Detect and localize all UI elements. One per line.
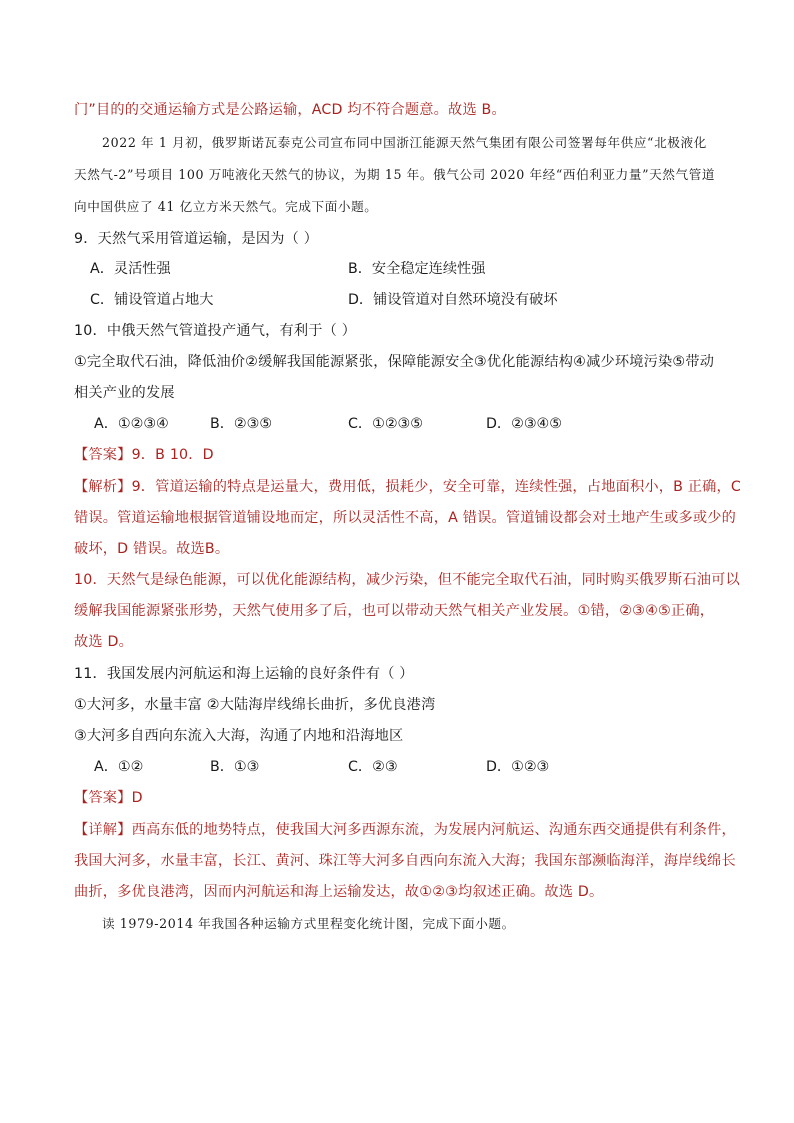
analysis-line (74, 477, 741, 497)
passage-line: 读 1979-2014 年我国各种运输方式里程变化统计图，完成下面小题。 (102, 916, 515, 931)
q9-option-a: A．灵活性强 (90, 261, 171, 277)
detail-line (74, 820, 736, 840)
analysis-line: 破坏，D 错误。故选B。 (74, 541, 230, 557)
question-9: 9．天然气采用管道运输，是因为（ ） (74, 231, 319, 247)
q10-option-a: A．①②③④ (94, 416, 169, 432)
question-10-statements: ①完全取代石油，降低油价②缓解我国能源紧张，保障能源安全③优化能源结构④减少环境污染⑤带动 (74, 354, 715, 370)
answer-value: 9．B 10．D (131, 447, 214, 463)
question-10-statements-cont: 相关产业的发展 (74, 385, 175, 401)
q10-option-c: C．①②③⑤ (348, 416, 423, 432)
passage-line: 向中国供应了 41 亿立方米天然气。完成下面小题。 (74, 199, 378, 214)
text-line: 门”目的的交通运输方式是公路运输，ACD 均不符合题意。故选 B。 (74, 102, 506, 118)
q9-option-d: D．铺设管道对自然环境没有破坏 (348, 292, 558, 308)
question-11: 11．我国发展内河航运和海上运输的良好条件有（ ） (74, 666, 414, 682)
detail-line: 我国大河多，水量丰富，长江、黄河、珠江等大河多自西向东流入大海；我国东部濒临海洋，海岸线绵长 (74, 853, 736, 869)
question-11-statements-cont: ③大河多自西向东流入大海，沟通了内地和沿海地区 (74, 728, 404, 744)
analysis-line: 10．天然气是绿色能源，可以优化能源结构，减少污染，但不能完全取代石油，同时购买俄罗斯石油可以 (74, 572, 740, 588)
detail-tag: 【详解】 (74, 822, 132, 838)
analysis-line: 故选 D。 (74, 634, 133, 650)
answer-tag: 【答案】 (74, 790, 132, 806)
q11-option-b: B．①③ (210, 759, 260, 775)
question-11-statements: ①大河多，水量丰富 ②大陆海岸线绵长曲折，多优良港湾 (74, 697, 436, 713)
q10-option-d: D．②③④⑤ (486, 416, 562, 432)
q9-option-b: B．安全稳定连续性强 (348, 261, 486, 277)
analysis-tag: 【解析】 (74, 479, 132, 495)
passage-line: 天然气-2”号项目 100 万吨液化天然气的协议，为期 15 年。俄气公司 2020 年经“西伯利亚力量”天然气管道 (74, 167, 716, 182)
analysis-text: 9．管道运输的特点是运量大，费用低，损耗少，安全可靠，连续性强，占地面积小，B 正确，C (131, 479, 742, 495)
q11-option-a: A．①② (94, 759, 144, 775)
detail-text: 西高东低的地势特点，使我国大河多西源东流，为发展内河航运、沟通东西交通提供有利条件， (131, 822, 736, 838)
answer-11 (74, 788, 143, 808)
answer-value: D (131, 790, 143, 806)
q10-option-b: B．②③⑤ (210, 416, 273, 432)
q11-option-d: D．①②③ (486, 759, 550, 775)
q9-option-c: C．铺设管道占地大 (90, 292, 214, 308)
answer-tag: 【答案】 (74, 447, 132, 463)
q11-option-c: C．②③ (348, 759, 398, 775)
analysis-line: 错误。管道运输地根据管道铺设地而定，所以灵活性不高，A 错误。管道铺设都会对土地产生或多或少的 (74, 510, 737, 526)
detail-line: 曲折，多优良港湾，因而内河航运和海上运输发达，故①②③均叙述正确。故选 D。 (74, 884, 604, 900)
question-10: 10．中俄天然气管道投产通气，有利于（ ） (74, 323, 357, 339)
analysis-line: 缓解我国能源紧张形势，天然气使用多了后，也可以带动天然气相关产业发展。①错，②③④⑤正确， (74, 603, 715, 619)
passage-line: 2022 年 1 月初，俄罗斯诺瓦泰克公司宣布同中国浙江能源天然气集团有限公司签署每年供应“北极液化 (102, 135, 707, 150)
answer-9-10 (74, 445, 214, 465)
